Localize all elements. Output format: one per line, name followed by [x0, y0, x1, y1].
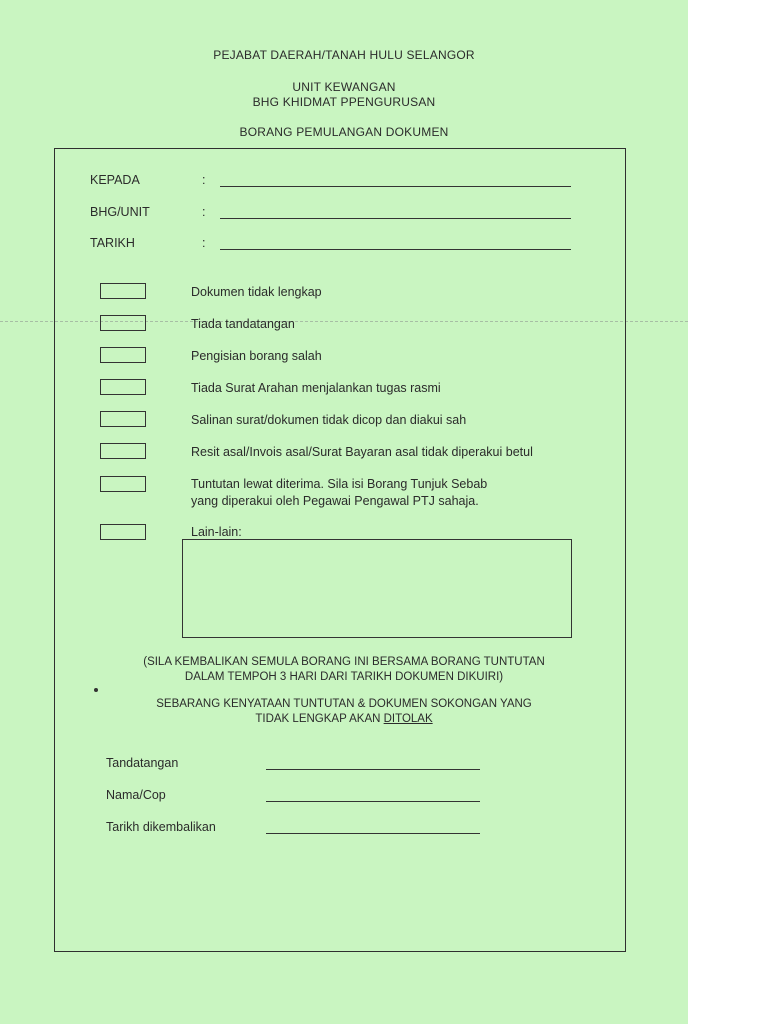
form-title: BORANG PEMULANGAN DOKUMEN: [239, 125, 449, 139]
checkbox-pengisian-salah[interactable]: [100, 347, 146, 363]
return-date-label: Tarikh dikembalikan: [106, 820, 216, 834]
unit-title: UNIT KEWANGAN: [292, 80, 396, 94]
signature-label: Tandatangan: [106, 756, 179, 770]
checklist-item: Resit asal/Invois asal/Surat Bayaran asal tidak diperakui betul: [191, 445, 533, 459]
return-note-line1: (SILA KEMBALIKAN SEMULA BORANG INI BERSAMA BORANG TUNTUTAN: [143, 656, 545, 668]
stray-mark: [94, 688, 98, 692]
checklist-item: Dokumen tidak lengkap: [191, 285, 322, 299]
checkbox-tuntutan-lewat[interactable]: [100, 476, 146, 492]
warning-note-emphasis: DITOLAK: [383, 713, 433, 725]
checklist-item: yang diperakui oleh Pegawai Pengawal PTJ sahaja.: [191, 494, 479, 508]
field-label-kepada: KEPADA: [90, 173, 140, 187]
lain-lain-textbox[interactable]: [182, 539, 572, 638]
checklist-item: Pengisian borang salah: [191, 349, 322, 363]
checkbox-resit-tidak-diperakui[interactable]: [100, 443, 146, 459]
return-note-line2: DALAM TEMPOH 3 HARI DARI TARIKH DOKUMEN DIKUIRI): [184, 671, 504, 683]
field-colon: :: [202, 205, 206, 219]
office-title: PEJABAT DAERAH/TANAH HULU SELANGOR: [213, 48, 475, 62]
field-colon: :: [202, 236, 206, 250]
checklist-item: Salinan surat/dokumen tidak dicop dan diakui sah: [191, 413, 467, 427]
field-label-bhg-unit: BHG/UNIT: [90, 205, 150, 219]
return-date-line[interactable]: [266, 833, 480, 834]
name-stamp-label: Nama/Cop: [106, 788, 166, 802]
checkbox-tiada-surat-arahan[interactable]: [100, 379, 146, 395]
warning-note-prefix: TIDAK LENGKAP AKAN: [255, 713, 384, 725]
checkbox-salinan-tidak-dicop[interactable]: [100, 411, 146, 427]
kepada-input-line[interactable]: [220, 186, 571, 187]
checklist-item: Tiada tandatangan: [191, 317, 295, 331]
tarikh-input-line[interactable]: [220, 249, 571, 250]
bhg-unit-input-line[interactable]: [220, 218, 571, 219]
signature-line[interactable]: [266, 769, 480, 770]
field-colon: :: [202, 173, 206, 187]
checklist-item-lain-lain: Lain-lain:: [191, 525, 242, 539]
name-stamp-line[interactable]: [266, 801, 480, 802]
field-label-tarikh: TARIKH: [90, 236, 135, 250]
checkbox-dokumen-tidak-lengkap[interactable]: [100, 283, 146, 299]
warning-note-line2: [0, 712, 688, 727]
checklist-item: Tuntutan lewat diterima. Sila isi Borang Tunjuk Sebab: [191, 477, 488, 491]
section-title: BHG KHIDMAT PPENGURUSAN: [252, 95, 436, 109]
checkbox-lain-lain[interactable]: [100, 524, 146, 540]
checklist-item: Tiada Surat Arahan menjalankan tugas rasmi: [191, 381, 441, 395]
warning-note-line1: SEBARANG KENYATAAN TUNTUTAN & DOKUMEN SOKONGAN YANG: [156, 698, 532, 710]
checkbox-tiada-tandatangan[interactable]: [100, 315, 146, 331]
